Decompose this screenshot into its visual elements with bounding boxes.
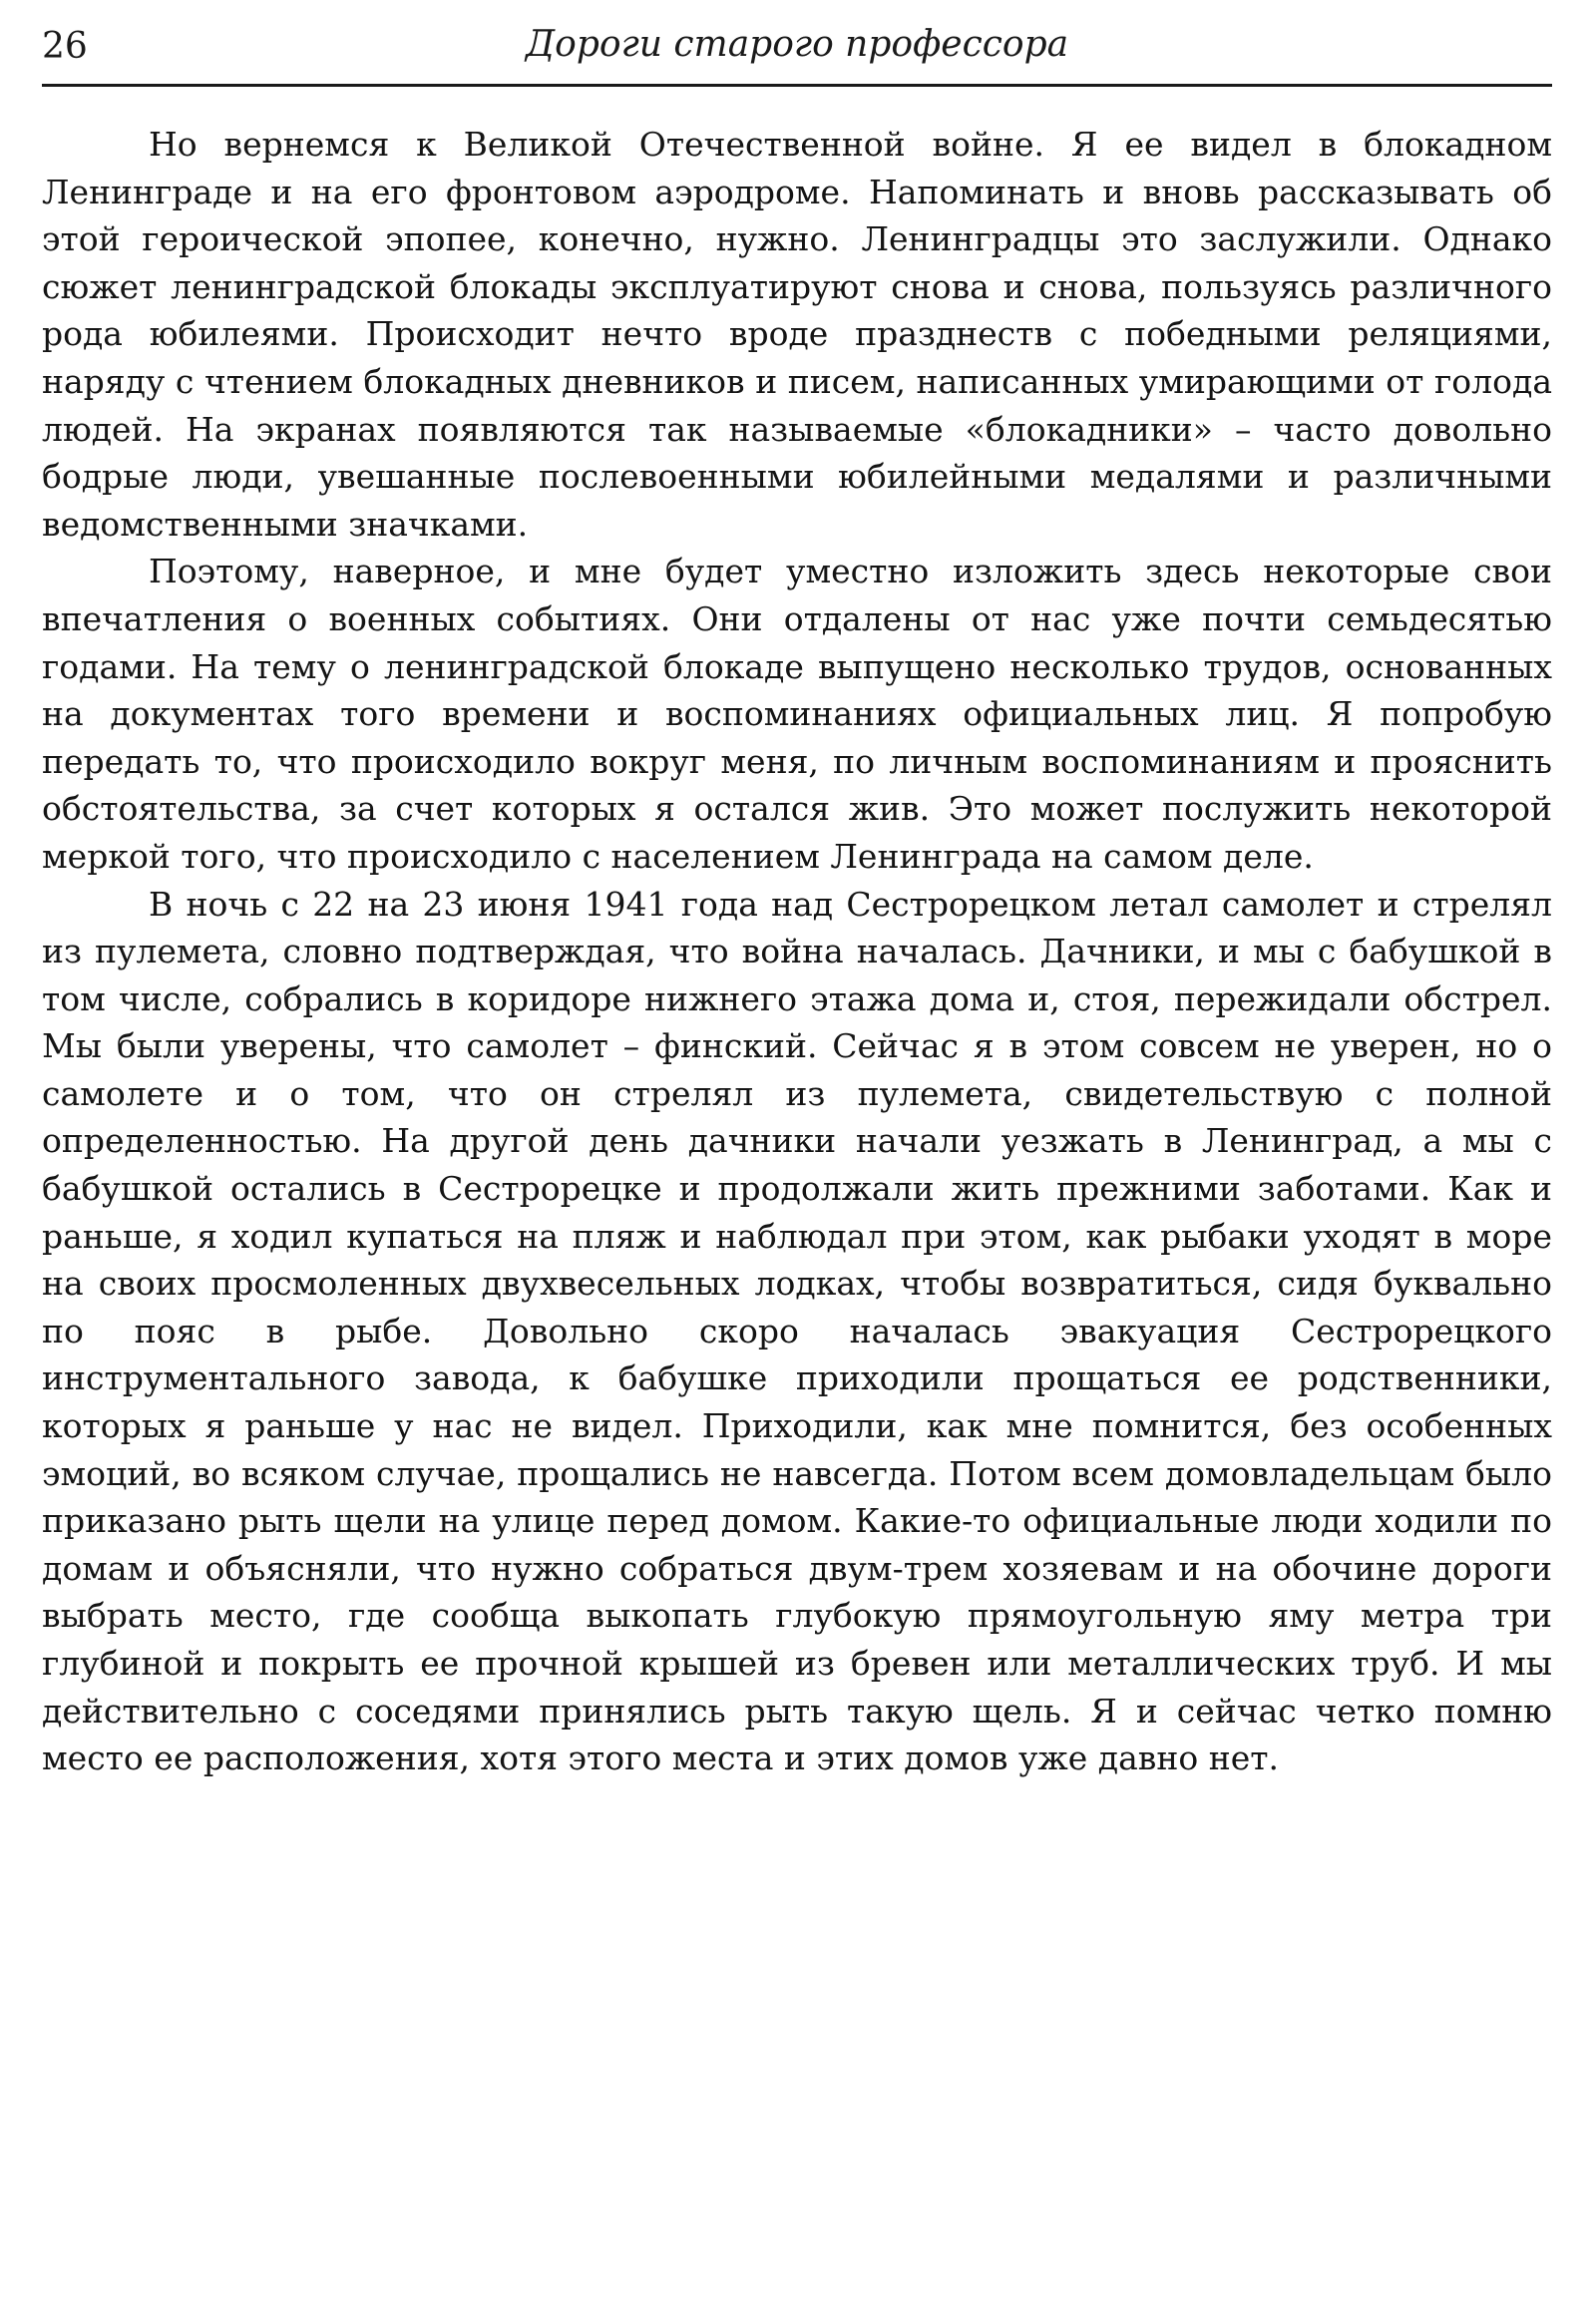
running-title: Дороги старого профессора — [525, 24, 1069, 65]
running-head — [42, 22, 1552, 87]
paragraph: Поэтому, наверное, и мне будет уместно изложить здесь некоторые свои впечатления о военных событиях. Они отдалены от нас уже почти семьдесятью годами. На тему о ленинградской блокаде выпущено несколько трудов, основанных на документах того времени и воспоминаниях официальных лиц. Я попробую передать то, что происходило вокруг меня, по личным воспоминаниям и прояснить обстоятельства, за счет которых я остался жив. Это может послужить некоторой меркой того, что происходило с населением Ленинграда на самом деле. — [42, 552, 1552, 876]
paragraph: В ночь с 22 на 23 июня 1941 года над Сестрорецком летал самолет и стрелял из пулемета, словно подтверждая, что война началась. Дачники, и мы с бабушкой в том числе, собрались в коридоре нижнего этажа дома и, стоя, пережидали обстрел. Мы были уверены, что самолет – финский. Сейчас я в этом совсем не уверен, но о самолете и о том, что он стрелял из пулемета, свидетельствую с полной определенностью. На другой день дачники начали уезжать в Ленинград, а мы с бабушкой остались в Сестрорецке и продолжали жить прежними заботами. Как и раньше, я ходил купаться на пляж и наблюдал при этом, как рыбаки уходят в море на своих просмоленных двухвесельных лодках, чтобы возвратиться, сидя буквально по пояс в рыбе. Довольно скоро началась эвакуация Сестрорецкого инструментального завода, к бабушке приходили прощаться ее родственники, которых я раньше у нас не видел. Приходили, как мне помнится, без особенных эмоций, во всяком случае, прощались не навсегда. Потом всем домовладельцам было приказано рыть щели на улице перед домом. Какие-то официальные люди ходили по домам и объясняли, что нужно собраться двум-трем хозяевам и на обочине дороги выбрать место, где сообща выкопать глубокую прямоугольную яму метра три глубиной и покрыть ее прочной крышей из бревен или металлических труб. И мы действительно с соседями принялись рыть такую щель. Я и сейчас четко помню место ее расположения, хотя этого места и этих домов уже давно нет. — [42, 884, 1552, 1778]
paragraph: Но вернемся к Великой Отечественной войне. Я ее видел в блокадном Ленинграде и на его фронтовом аэродроме. Напоминать и вновь рассказывать об этой героической эпопее, конечно, нужно. Ленинградцы это заслужили. Однако сюжет ленинградской блокады эксплуатируют снова и снова, пользуясь различного рода юбилеями. Происходит нечто вроде празднеств с победными реляциями, наряду с чтением блокадных дневников и писем, написанных умирающими от голода людей. На экранах появляются так называемые «блокадники» – часто довольно бодрые люди, увешанные послевоенными юбилейными медалями и различными ведомственными значками. — [42, 125, 1552, 544]
page-number: 26 — [42, 26, 88, 67]
body-text — [42, 121, 1552, 1782]
book-page — [42, 22, 1552, 1782]
